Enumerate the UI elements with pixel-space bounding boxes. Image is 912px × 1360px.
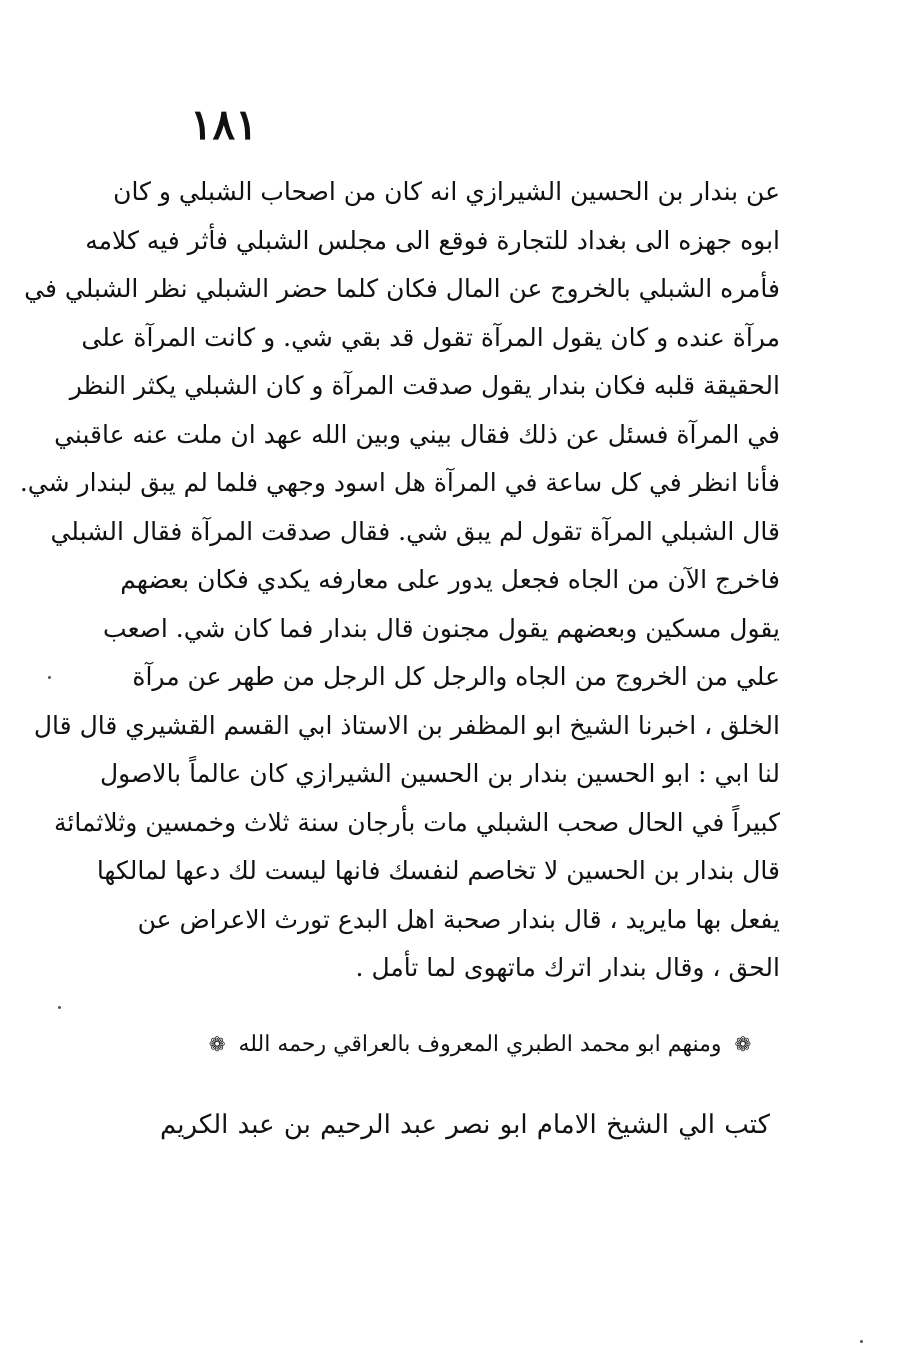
closing-text-line: كتب الي الشيخ الامام ابو نصر عبد الرحيم بن عبد الكريم: [160, 1110, 770, 1140]
text-line: فاخرج الآن من الجاه فجعل يدور على معارفه يكدي فكان بعضهم: [120, 565, 780, 594]
page-number: ١٨١: [190, 100, 258, 149]
paper-speck: [860, 1340, 863, 1343]
text-line: ابوه جهزه الى بغداد للتجارة فوقع الى مجلس الشبلي فأثر فيه كلامه: [85, 225, 780, 255]
text-line: علي من الخروج من الجاه والرجل كل الرجل من طهر عن مرآة: [132, 662, 780, 691]
text-line: عن بندار بن الحسين الشيرازي انه كان من اصحاب الشبلي و كان: [113, 177, 780, 206]
section-heading: [200, 1032, 760, 1057]
text-line: كبيراً في الحال صحب الشبلي مات بأرجان سنة ثلاث وخمسين وثلاثمائة: [53, 807, 780, 837]
main-text-block: [19, 168, 780, 993]
text-line: فأنا انظر في كل ساعة في المرآة هل اسود وجهي فلما لم يبق لبندار شي.: [19, 468, 780, 497]
text-line: قال الشبلي المرآة تقول لم يبق شي. فقال صدقت المرآة فقال الشبلي: [50, 516, 780, 546]
text-line: فأمره الشبلي بالخروج عن المال فكان كلما حضر الشبلي نظر الشبلي في: [24, 274, 780, 303]
flower-ornament-icon: ❁: [208, 1032, 226, 1056]
flower-ornament-icon: ❁: [734, 1032, 752, 1056]
text-line: قال بندار بن الحسين لا تخاصم لنفسك فانها ليست لك دعها لمالكها: [96, 856, 780, 885]
section-heading-text: ومنهم ابو محمد الطبري المعروف بالعراقي رحمه الله: [238, 1032, 722, 1057]
text-line: الحق ، وقال بندار اترك ماتهوى لما تأمل .: [355, 953, 780, 982]
text-line: لنا ابي : ابو الحسين بندار بن الحسين الشيرازي كان عالماً بالاصول: [100, 759, 780, 788]
paper-speck: [58, 1006, 61, 1009]
text-line: مرآة عنده و كان يقول المرآة تقول قد بقي شي. و كانت المرآة على: [81, 322, 780, 352]
text-line: في المرآة فسئل عن ذلك فقال بيني وبين الله عهد ان ملت عنه عاقبني: [54, 419, 780, 449]
text-line: يقول مسكين وبعضهم يقول مجنون قال بندار فما كان شي. اصعب: [103, 613, 780, 643]
paper-speck: [48, 676, 51, 679]
text-line: يفعل بها مايريد ، قال بندار صحبة اهل البدع تورث الاعراض عن: [137, 904, 780, 934]
text-line: الخلق ، اخبرنا الشيخ ابو المظفر بن الاستاذ ابي القسم القشيري قال قال: [33, 710, 780, 740]
text-line: الحقيقة قلبه فكان بندار يقول صدقت المرآة و كان الشبلي يكثر النظر: [69, 371, 780, 400]
